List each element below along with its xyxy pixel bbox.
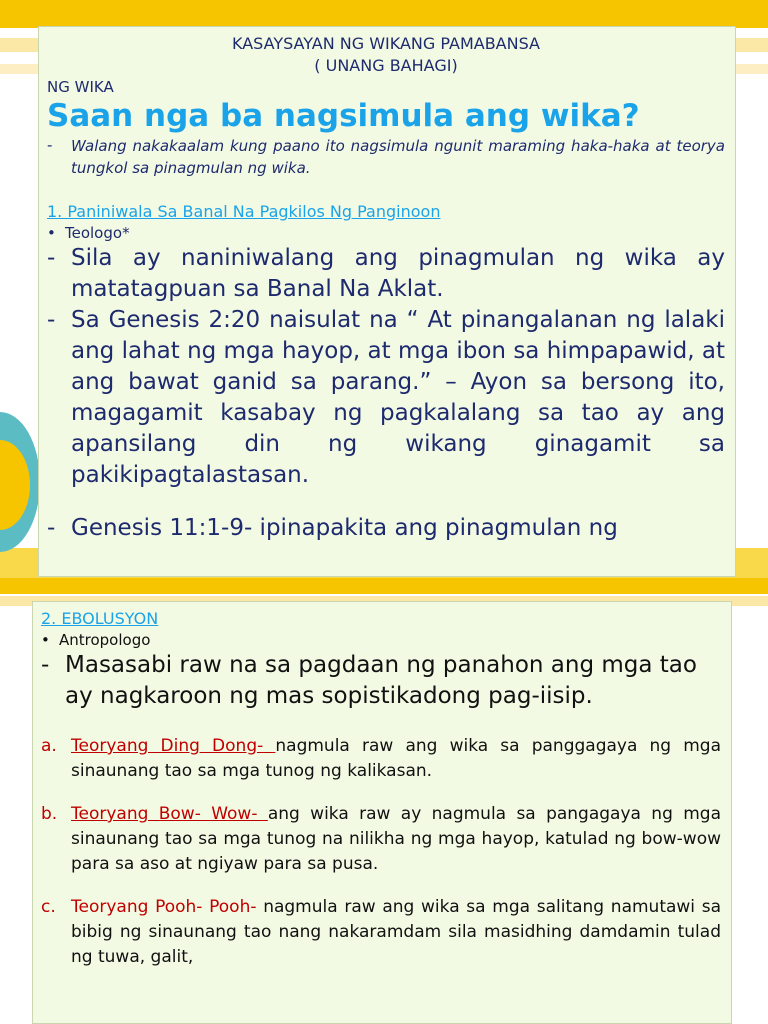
theory2-title: 2. EBOLUSYON bbox=[41, 609, 159, 628]
item-body bbox=[71, 895, 721, 970]
theory2-point bbox=[41, 650, 721, 712]
intro-item bbox=[47, 135, 725, 179]
main-heading: Saan nga ba nagsimula ang wika? bbox=[47, 98, 640, 134]
item-name: Teoryang Ding Dong- bbox=[71, 736, 276, 756]
dash-marker: - bbox=[47, 307, 56, 333]
slide-1 bbox=[38, 26, 736, 577]
top-yellow-band bbox=[0, 0, 768, 28]
dash-marker: - bbox=[41, 652, 50, 678]
theory1-point-text: Genesis 11:1-9- ipinapakita ang pinagmulan ng bbox=[71, 515, 618, 541]
item-text: nagmula raw ang wika sa panggagaya ng mga sinaunang tao sa mga tunog ng kalikasan. bbox=[71, 736, 721, 781]
theory1-bullet bbox=[47, 223, 725, 243]
theory-item-a bbox=[41, 734, 721, 784]
theory2-point-text: Masasabi raw na sa pagdaan ng panahon ang mga tao ay nagkaroon ng mas sopistikadong pag-iisip. bbox=[65, 652, 697, 709]
middle-gold-band bbox=[0, 578, 768, 594]
item-name: Teoryang Pooh- Pooh- bbox=[71, 897, 257, 917]
item-body bbox=[71, 734, 721, 784]
theory1-bullet-text: Teologo* bbox=[65, 224, 130, 242]
slide-title-line1: KASAYSAYAN NG WIKANG PAMABANSA bbox=[232, 34, 540, 53]
theory2-bullet-text: Antropologo bbox=[59, 631, 151, 649]
item-text: ang wika raw ay nagmula sa pangagaya ng mga sinaunang tao sa mga tunog na nilikha ng mga hayop, katulad ng bow-wow para sa aso at ngiyaw para sa pusa. bbox=[71, 804, 722, 874]
theory1-point bbox=[47, 305, 725, 491]
item-text: nagmula raw ang wika sa mga salitang namutawi sa bibig ng sinaunang tao nang nakaramdam sila masidhing damdamin tulad ng tuwa, galit, bbox=[71, 897, 721, 967]
theory-item-b bbox=[41, 802, 721, 877]
dash-marker: - bbox=[47, 515, 56, 541]
theory1-point-text: Sila ay naniniwalang ang pinagmulan ng wika ay matatagpuan sa Banal Na Aklat. bbox=[71, 245, 725, 302]
section-label: NG WIKA bbox=[47, 78, 114, 96]
bullet-marker: • bbox=[47, 224, 56, 242]
dash-marker: - bbox=[47, 245, 56, 271]
dash-marker: - bbox=[47, 136, 53, 154]
item-body bbox=[71, 802, 721, 877]
theory1-point bbox=[47, 243, 725, 305]
intro-text: Walang nakakaalam kung paano ito nagsimula ngunit maraming haka-haka at teorya tungkol sa pinagmulan ng wika. bbox=[71, 137, 725, 177]
slide-2 bbox=[32, 601, 732, 1024]
bullet-marker: • bbox=[41, 631, 50, 649]
theory1-title: 1. Paniniwala Sa Banal Na Pagkilos Ng Panginoon bbox=[47, 202, 441, 221]
theory2-bullet bbox=[41, 630, 721, 650]
item-marker: c. bbox=[41, 897, 56, 917]
item-name: Teoryang Bow- Wow- bbox=[71, 804, 268, 824]
slide-title-line2: ( UNANG BAHAGI) bbox=[314, 56, 458, 75]
theory1-point-text: Sa Genesis 2:20 naisulat na “ At pinangalanan ng lalaki ang lahat ng mga hayop, at mga ibon sa himpapawid, at ang bawat ganid sa parang.” – Ayon sa bersong ito, magagamit kasabay ng pagkalalang sa tao ay ang apansilang din ng wikang ginagamit sa pakikipagtalastasan. bbox=[71, 307, 726, 488]
item-marker: b. bbox=[41, 804, 58, 824]
theory1-point bbox=[47, 513, 725, 544]
theory-item-c bbox=[41, 895, 721, 970]
item-marker: a. bbox=[41, 736, 57, 756]
